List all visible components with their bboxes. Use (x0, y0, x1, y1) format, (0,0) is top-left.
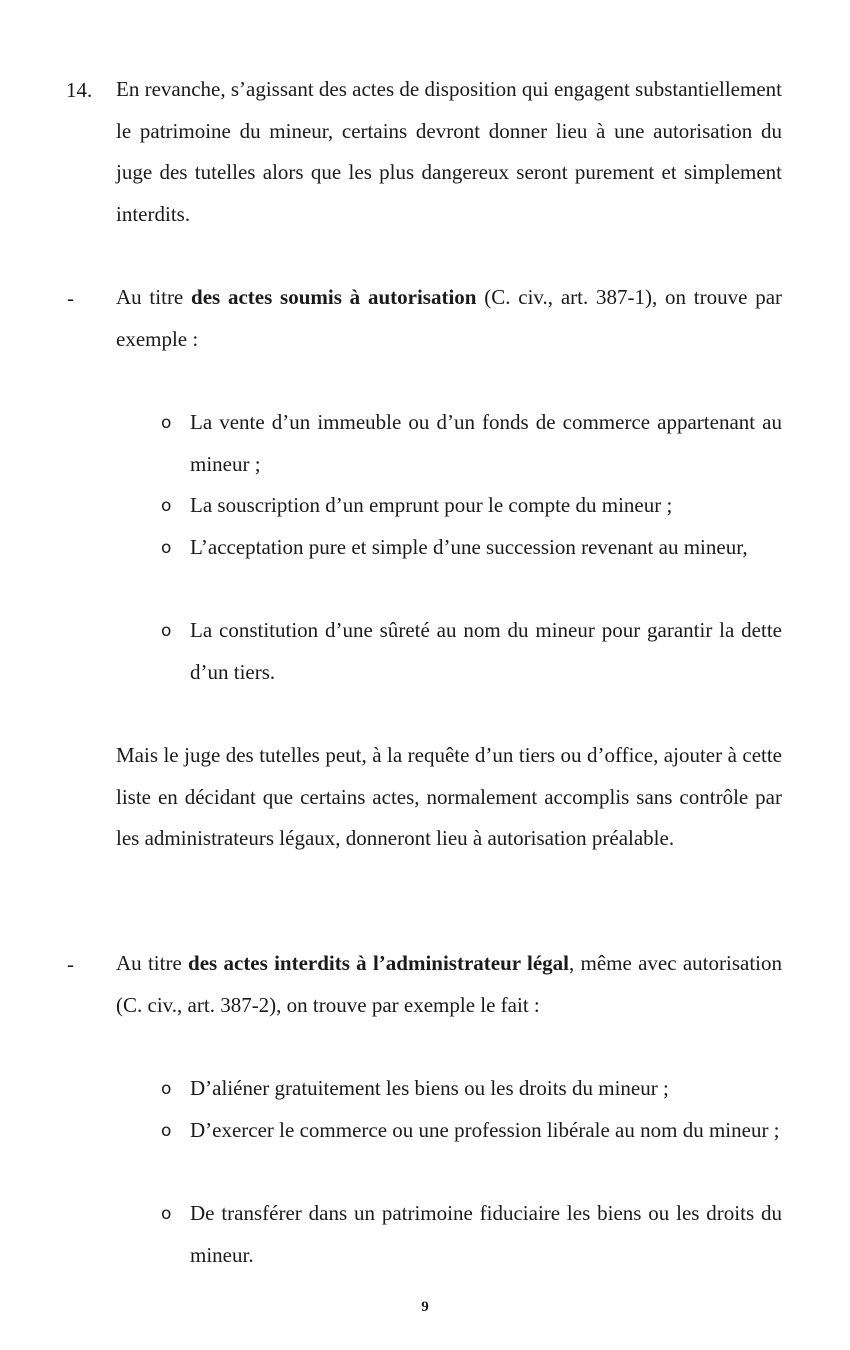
list-item: D’exercer le commerce ou une profession libérale au nom du mineur ; (190, 1118, 780, 1142)
forbidden-intro (116, 943, 782, 1026)
dash-marker: - (67, 952, 74, 976)
forbidden-intro-before: Au titre (116, 951, 189, 975)
dash-marker: - (67, 286, 74, 310)
list-item: La vente d’un immeuble ou d’un fonds de commerce appartenant au mineur ; (190, 410, 782, 476)
paragraph-number: 14. (66, 78, 93, 102)
authorization-intro (116, 277, 782, 360)
bullet-marker: o (161, 1204, 172, 1224)
paragraph-14-text: En revanche, s’agissant des actes de disposition qui engagent substantiellement le patrimoine du mineur, certains devront donner lieu à une autorisation du juge des tutelles alors que les plus dangereux seront purement et simplement interdits. (116, 77, 782, 227)
bullet-marker: o (161, 538, 172, 558)
judge-paragraph: Mais le juge des tutelles peut, à la requête d’un tiers ou d’office, ajouter à cette liste en décidant que certains actes, normalement accomplis sans contrôle par les administrateurs légaux, donneront lieu à autorisation préalable. (116, 743, 782, 851)
bullet-marker: o (161, 413, 172, 433)
forbidden-intro-after: , même avec autorisation (C. civ., art. 387-2), on trouve par exemple le fait : (116, 951, 782, 1017)
list-item: L’acceptation pure et simple d’une succession revenant au mineur, (190, 535, 748, 559)
list-item: La souscription d’un emprunt pour le compte du mineur ; (190, 493, 673, 517)
forbidden-intro-bold: des actes interdits à l’administrateur légal (188, 951, 569, 975)
list-item: La constitution d’une sûreté au nom du mineur pour garantir la dette d’un tiers. (190, 618, 782, 684)
authorization-intro-after: (C. civ., art. 387-1), on trouve par exemple : (116, 285, 783, 351)
list-item: De transférer dans un patrimoine fiduciaire les biens ou les droits du mineur. (190, 1201, 782, 1267)
bullet-marker: o (161, 496, 172, 516)
list-item: D’aliéner gratuitement les biens ou les droits du mineur ; (190, 1076, 669, 1100)
bullet-marker: o (161, 1121, 172, 1141)
page-number: 9 (421, 1299, 429, 1315)
bullet-marker: o (161, 1079, 172, 1099)
authorization-intro-bold: des actes soumis à autorisation (191, 285, 477, 309)
authorization-intro-before: Au titre (116, 285, 192, 309)
bullet-marker: o (161, 621, 172, 641)
